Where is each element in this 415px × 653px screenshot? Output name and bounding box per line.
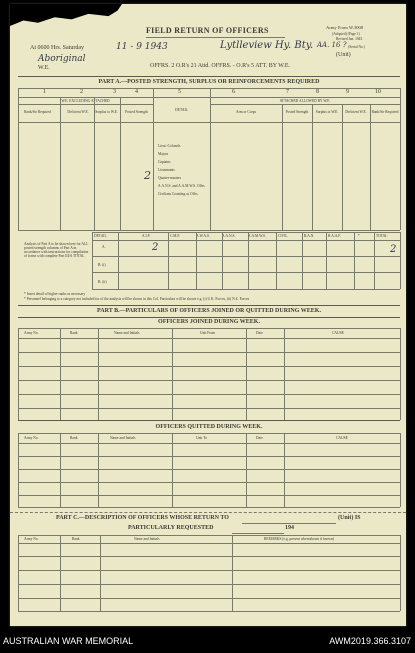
posted-strength-value: 2: [144, 169, 151, 182]
strength-line: OFFRS. 2 O.R's 21 Attd. OFFRS. - O.R's 5 ATT. BY W.E.: [150, 63, 291, 69]
analysis-row-bi: B. (i): [98, 263, 106, 267]
hdr-posted: Posted Strength: [125, 110, 148, 114]
analysis-row-bii: B. (ii): [98, 280, 107, 284]
hdr-detail: DETAIL: [175, 108, 188, 112]
we-handwritten: Aboriginal: [38, 54, 86, 64]
hdr-attached-required: Rank/Str Required: [371, 110, 399, 114]
aif-value: 2: [152, 242, 159, 253]
form-title: FIELD RETURN OF OFFICERS: [146, 26, 269, 35]
part-c-columns: Army No. Rank Name and Initials REMARKS (e.g. present whereabouts if known): [24, 537, 334, 541]
part-c-heading-2: PARTICULARLY REQUESTED: [128, 525, 214, 531]
unit-label: (Unit): [336, 52, 351, 58]
part-c-heading-1: PART C.—DESCRIPTION OF OFFICERS WHOSE RETURN TO: [56, 515, 229, 521]
we-label: W.E.: [38, 65, 50, 71]
part-b-heading: PART B.—PARTICULARS OF OFFICERS JOINED OR QUITTED DURING WEEK.: [97, 308, 321, 314]
part-a-heading: PART A.—POSTED STRENGTH, SURPLUS OR REINFORCEMENTS REQUIRED: [98, 79, 320, 85]
group-attached: ATTACHED ALLOWED BY W.E.: [279, 99, 331, 103]
torn-corner: [10, 4, 122, 26]
hdr-attached-posted: Posted Strength: [285, 110, 309, 114]
hdr-attached-surplus: Surplus to W.E.: [315, 110, 339, 114]
analysis-headers: DETAIL A.I.F. C.M.F. A.W.A.S. A.A.N.S. A.A.M.W.S. CIVIL R.A.N. R.A.A.F. * TOTAL: [94, 234, 388, 238]
part-c-year: 194: [285, 525, 294, 531]
serial-handwritten: AA. 16 ?: [317, 41, 347, 49]
form-id: Army Form W.3008: [326, 25, 364, 30]
detail-ranks-list: Lieut.-Colonels Majors Captains Lieutenants Quarter-masters A.A.N.S. and A.A.M.W.S. Offrs. Civilians Counting as Offrs.: [158, 144, 206, 196]
footer-source: AUSTRALIAN WAR MEMORIAL: [3, 636, 134, 646]
part-c-unit-label: (Unit) IS: [338, 515, 361, 521]
footnote-2: * Personnel belonging to a category not included for of the analysis will be shown in this Col. Particulars will be shown e.g. (i) U.K. Forces, (ii) N.Z. Forces: [24, 297, 250, 301]
joined-columns: Army No. Rank Name and Initials Unit From Date CAUSE: [24, 331, 344, 335]
hdr-surplus: Surplus to W.E.: [95, 110, 118, 114]
form-revised: Revised Jan. 1943: [336, 37, 363, 41]
at-line: At 0600 Hrs. Saturday: [30, 45, 84, 51]
analysis-note: Analysis of Part A to be shown here for ALL posted strength columns of Part A in accordance with instructions for compilation of forms with complete Part III/A TOTAL: [24, 242, 89, 258]
unit-handwritten: Lytlleview Hy. Bty.: [220, 40, 314, 51]
quitted-columns: Army No. Rank Name and Initials Unit To Date CAUSE: [24, 436, 348, 440]
quitted-heading: OFFICERS QUITTED DURING WEEK.: [155, 424, 263, 430]
date-handwritten: 11 - 9 1943: [116, 42, 168, 52]
joined-heading: OFFICERS JOINED DURING WEEK.: [158, 319, 260, 325]
total-value: 2: [390, 244, 397, 255]
form-page: FIELD RETURN OF OFFICERS Army Form W.3008 (Adopted) (Page 1) Revised Jan. 1943 AA. 16 ? (Serial No.) At 0600 Hrs. Saturday 11 - 9 1943 Lytlleview Hy. Bty. (Unit) Aboriginal W.E. OFFRS. 2 O.R's 21 Attd. OFFRS. - O.R's 5 ATT. BY W.E. PART A.—POSTED STRENGTH, SURPLUS OR REINFORCEMENTS REQUIRED 1 2 3 4 5 6 7 8 9 10 W.E. EXCLUDING ATTACHED ATTACHED ALLOWED BY W.E. Rank/Str Required Deficient W.E. Surplus to W.E. Posted Strength DETAIL Arm or Corps Posted Strength Surplus to W.E. Deficient W.E. Rank/Str Required Lieut.-Colonels Majors Captains Lieutenants Quarter-masters A.A.N.S. and A.A.M.W.S. Offrs. Civilians Counting as Offrs. 2 Analysis of Part A to be shown here for ALL posted strength columns of Part A in accordance with instructions for compilation of forms with complete Part III/A TOTAL DETAIL A.I.F. C.M.F. A.W.A.S. A.A.N.S. A.A.M.W.S. CIVIL R.A.N. R.A.A.F. * TOTAL A. 2 2 B. (i) B. (ii) * Insert detail of higher ranks as necessary * Personnel belonging to a category not included for of the analysis will be shown in this Col. Particulars will be shown e.g. (i) U.K. Forces, (ii) N.Z. Forces PART B.—PARTICULARS OF OFFICERS JOINED OR QUITTED DURING WEEK. OFFICERS JOINED DURING WEEK. Army No. Rank Name and Initials Unit From Date CAUSE OFFICERS QUITTED DURING WEEK. Army No. Rank Name and Initials Unit To Date CAUSE PART C.—DESCRIPTION OF OFFICERS WHOSE RETURN TO (Unit) IS PARTICULARLY REQUESTED 194 Army No. Rank Name and Initials REMARKS (e.g. present whereabouts if known): [10, 4, 406, 626]
hdr-arm-corps: Arm or Corps: [236, 110, 256, 114]
form-adopted: (Adopted) (Page 1): [332, 32, 360, 36]
analysis-row-a: A.: [102, 245, 106, 249]
hdr-deficient: Deficient W.E.: [67, 110, 89, 114]
group-we-excluding: W.E. EXCLUDING ATTACHED: [61, 99, 110, 103]
hdr-rank-required: Rank/Str Required: [24, 110, 51, 114]
footnote-1: * Insert detail of higher ranks as necessary: [24, 292, 86, 296]
footer-accession: AWM2019.366.3107: [329, 636, 411, 646]
serial-label: (Serial No.): [348, 45, 365, 49]
hdr-attached-deficient: Deficient W.E.: [345, 110, 367, 114]
